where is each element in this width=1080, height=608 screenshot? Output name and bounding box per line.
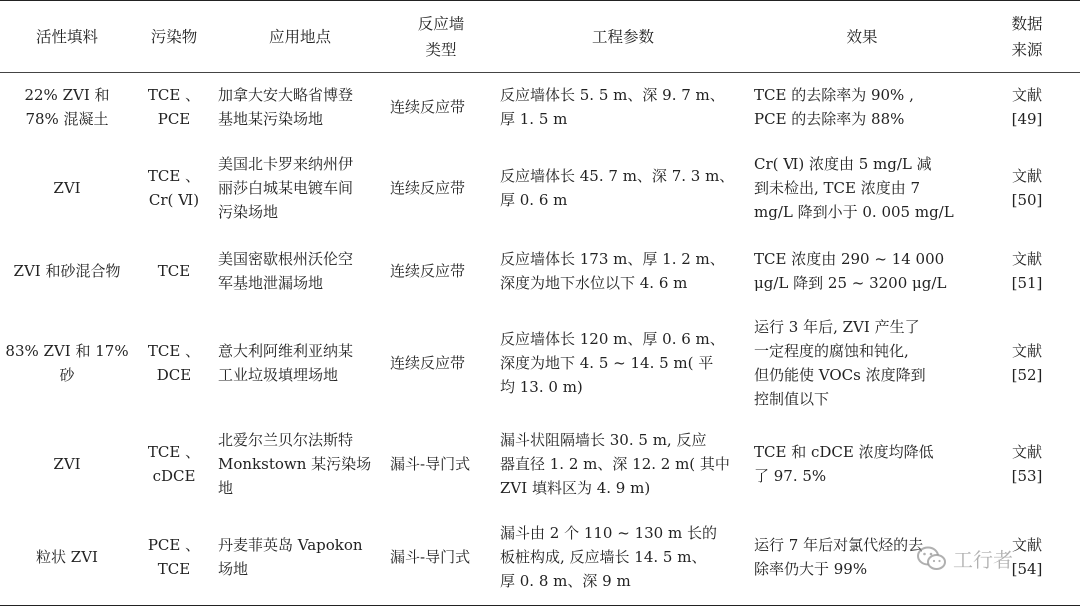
cell-wall-type: 漏斗-导门式 [390, 454, 471, 473]
cell-site: 美国密歇根州沃伦空 军基地泄漏场地 [218, 249, 354, 292]
cell-filler: 22% ZVI 和 78% 混凝土 [24, 85, 110, 128]
cell-params: 反应墙体长 5. 5 m、深 9. 7 m、 厚 1. 5 m [500, 85, 725, 128]
header-source: 数据 来源 [974, 1, 1080, 73]
cell-params: 反应墙体长 173 m、厚 1. 2 m、 深度为地下水位以下 4. 6 m [500, 249, 725, 292]
cell-wall-type: 连续反应带 [390, 354, 466, 373]
table-row [0, 419, 1080, 509]
cell-wall-type: 连续反应带 [390, 97, 466, 116]
cell-effect: Cr( Ⅵ) 浓度由 5 mg/L 减 到未检出, TCE 浓度由 7 mg/L 降到小于 0. 005 mg/L [754, 154, 954, 221]
cell-wall-type: 连续反应带 [390, 261, 466, 280]
cell-filler: 83% ZVI 和 17% 砂 [5, 342, 129, 385]
cell-source: 文献 [53] [1011, 442, 1043, 485]
cell-effect: TCE 浓度由 290 ~ 14 000 μg/L 降到 25 ~ 3200 μg/L [754, 249, 947, 292]
table-row [0, 509, 1080, 606]
table-row [0, 73, 1080, 141]
header-pollutant: 污染物 [134, 1, 214, 73]
cell-wall-type: 漏斗-导门式 [386, 509, 496, 606]
cell-pollutant: PCE 、 TCE [134, 509, 214, 606]
header-params: 工程参数 [496, 1, 750, 73]
cell-source: 文献 [49] [1011, 85, 1043, 128]
table-row [0, 140, 1080, 234]
cell-effect: 运行 7 年后对氯代烃的去 除率仍大于 99% [750, 509, 974, 606]
cell-source: 文献 [54] [974, 509, 1080, 606]
cell-pollutant: TCE [157, 261, 191, 280]
cell-params: 反应墙体长 45. 7 m、深 7. 3 m、 厚 0. 6 m [500, 166, 735, 209]
cell-pollutant: TCE 、 PCE [147, 85, 201, 128]
cell-effect: 运行 3 年后, ZVI 产生了 一定程度的腐蚀和钝化, 但仍能使 VOCs 浓度降到 控制值以下 [754, 318, 926, 409]
cell-params: 反应墙体长 120 m、厚 0. 6 m、 深度为地下 4. 5 ~ 14. 5 m( 平 均 13. 0 m) [500, 330, 725, 397]
cell-source: 文献 [50] [1011, 166, 1043, 209]
cell-site: 丹麦菲英岛 Vapokon 场地 [214, 509, 386, 606]
cell-site: 北爱尔兰贝尔法斯特 Monkstown 某污染场 地 [218, 430, 372, 497]
header-wall-type: 反应墙 类型 [386, 1, 496, 73]
table-row [0, 307, 1080, 419]
header-filler: 活性填料 [0, 1, 134, 73]
cell-wall-type: 连续反应带 [390, 178, 466, 197]
cell-pollutant: TCE 、 Cr( Ⅵ) [147, 166, 201, 209]
cell-filler: ZVI 和砂混合物 [13, 261, 121, 280]
header-effect: 效果 [750, 1, 974, 73]
cell-filler: ZVI [53, 178, 81, 197]
cell-source: 文献 [51] [1011, 249, 1043, 292]
cell-params: 漏斗由 2 个 110 ~ 130 m 长的 板桩构成, 反应墙长 14. 5 m、 厚 0. 8 m、深 9 m [496, 509, 750, 606]
cell-effect: TCE 的去除率为 90% , PCE 的去除率为 88% [754, 85, 914, 128]
header-site: 应用地点 [214, 1, 386, 73]
cell-site: 加拿大安大略省博登 基地某污染场地 [218, 85, 354, 128]
header-row [0, 1, 1080, 73]
cell-filler: 粒状 ZVI [0, 509, 134, 606]
cell-pollutant: TCE 、 DCE [147, 342, 201, 385]
cell-filler: ZVI [53, 454, 81, 473]
cell-site: 意大利阿维利亚纳某 工业垃圾填埋场地 [218, 342, 354, 385]
watermark-text: 工行者 [953, 548, 1013, 572]
cell-source: 文献 [52] [1011, 342, 1043, 385]
table-row [0, 235, 1080, 307]
cell-params: 漏斗状阻隔墙长 30. 5 m, 反应 器直径 1. 2 m、深 12. 2 m( 其中 ZVI 填料区为 4. 9 m) [500, 430, 730, 497]
cell-pollutant: TCE 、 cDCE [147, 442, 201, 485]
cell-effect: TCE 和 cDCE 浓度均降低 了 97. 5% [754, 442, 934, 485]
cell-site: 美国北卡罗来纳州伊 丽莎白城某电镀车间 污染场地 [218, 154, 354, 221]
